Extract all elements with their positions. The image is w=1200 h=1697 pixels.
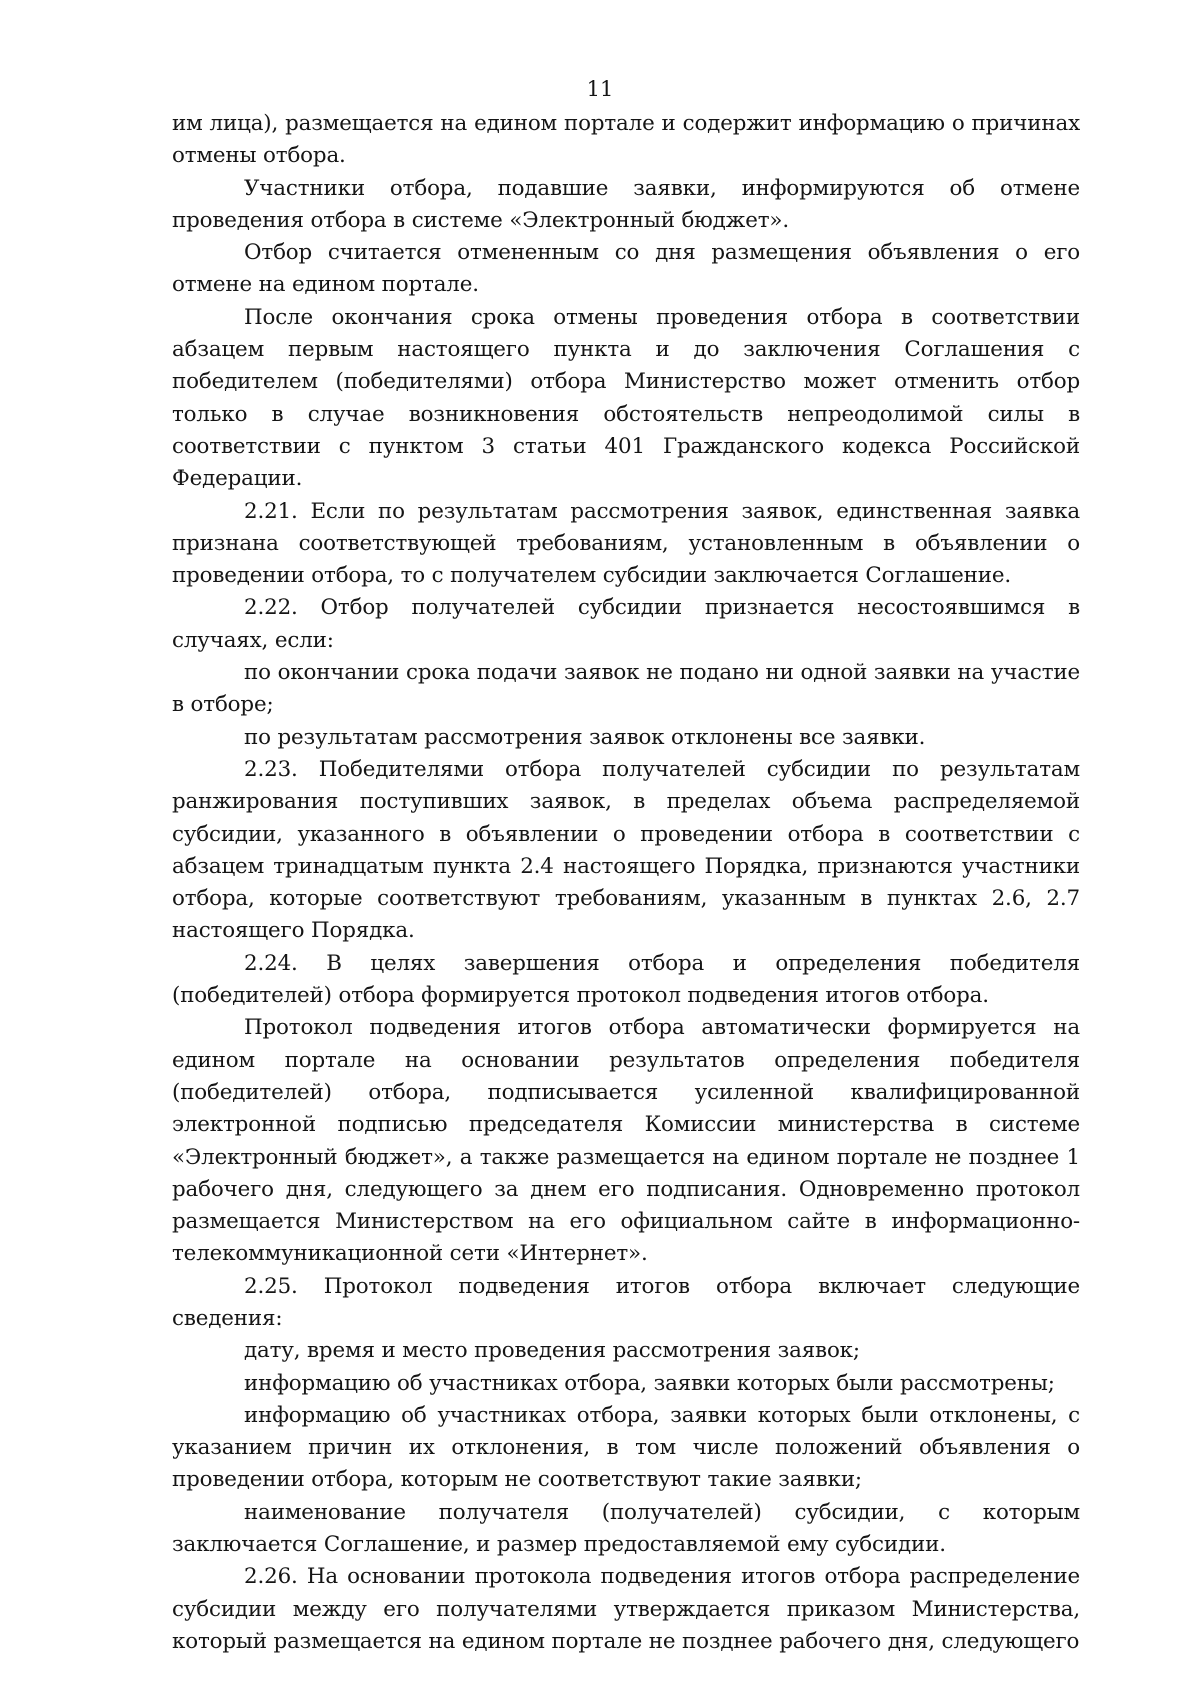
paragraph-clause-2-21: 2.21. Если по результатам рассмотрения заявок, единственная заявка признана соответствующей требованиям, установленным в объявлении о проведении отбора, то с получателем субсидии заключается Соглашение. xyxy=(172,498,1080,589)
paragraph-selection-cancelled: Отбор считается отмененным со дня размещения объявления о его отмене на едином портале. xyxy=(172,240,1080,298)
paragraph-protocol-item-reviewed: информацию об участниках отбора, заявки которых были рассмотрены; xyxy=(244,1370,1055,1396)
paragraph-continuation: им лица), размещается на едином портале и содержит информацию о причинах отмены отбора. xyxy=(172,111,1080,169)
page-number: 11 xyxy=(586,77,614,101)
paragraph-clause-2-22-case-2: по результатам рассмотрения заявок отклонены все заявки. xyxy=(244,724,926,750)
paragraph-protocol-item-rejected: информацию об участниках отбора, заявки которых были отклонены, с указанием причин их отклонения, в том числе положений объявления о проведении отбора, которым не соответствуют такие заявки; xyxy=(172,1402,1080,1493)
paragraph-clause-2-22-case-1: по окончании срока подачи заявок не подано ни одной заявки на участие в отборе; xyxy=(172,660,1080,718)
paragraph-clause-2-25: 2.25. Протокол подведения итогов отбора включает следующие сведения: xyxy=(172,1273,1080,1331)
paragraph-protocol-item-recipient: наименование получателя (получателей) субсидии, с которым заключается Соглашение, и размер предоставляемой ему субсидии. xyxy=(172,1499,1080,1558)
document-body xyxy=(172,108,1080,1658)
paragraph-protocol-formation: Протокол подведения итогов отбора автоматически формируется на едином портале на основании результатов определения победителя (победителей) отбора, подписывается усиленной квалифицированной электронной подписью председателя Комиссии министерства в системе «Электронный бюджет», а также размещается на едином портале не позднее 1 рабочего дня, следующего за днем его подписания. Одновременно протокол размещается Министерством на его официальном сайте в информационно-телекоммуникационной сети «Интернет». xyxy=(172,1015,1080,1267)
paragraph-force-majeure: После окончания срока отмены проведения отбора в соответствии абзацем первым настоящего пункта и до заключения Соглашения с победителем (победителями) отбора Министерство может отменить отбор только в случае возникновения обстоятельств непреодолимой силы в соответствии с пунктом 3 статьи 401 Гражданского кодекса Российской Федерации. xyxy=(172,304,1080,492)
paragraph-clause-2-26: 2.26. На основании протокола подведения итогов отбора распределение субсидии между его получателями утверждается приказом Министерства, который размещается на едином портале не позднее рабочего дня, следующего xyxy=(172,1564,1080,1654)
paragraph-clause-2-24: 2.24. В целях завершения отбора и определения победителя (победителей) отбора формируется протокол подведения итогов отбора. xyxy=(172,950,1080,1009)
paragraph-protocol-item-date: дату, время и место проведения рассмотрения заявок; xyxy=(244,1338,860,1364)
paragraph-participants-informed: Участники отбора, подавшие заявки, информируются об отмене проведения отбора в системе «Электронный бюджет». xyxy=(172,175,1080,233)
paragraph-clause-2-23: 2.23. Победителями отбора получателей субсидии по результатам ранжирования поступивших заявок, в пределах объема распределяемой субсидии, указанного в объявлении о проведении отбора в соответствии с абзацем тринадцатым пункта 2.4 настоящего Порядка, признаются участники отбора, которые соответствуют требованиям, указанным в пунктах 2.6, 2.7 настоящего Порядка. xyxy=(172,756,1080,944)
paragraph-clause-2-22: 2.22. Отбор получателей субсидии признается несостоявшимся в случаях, если: xyxy=(172,595,1080,653)
